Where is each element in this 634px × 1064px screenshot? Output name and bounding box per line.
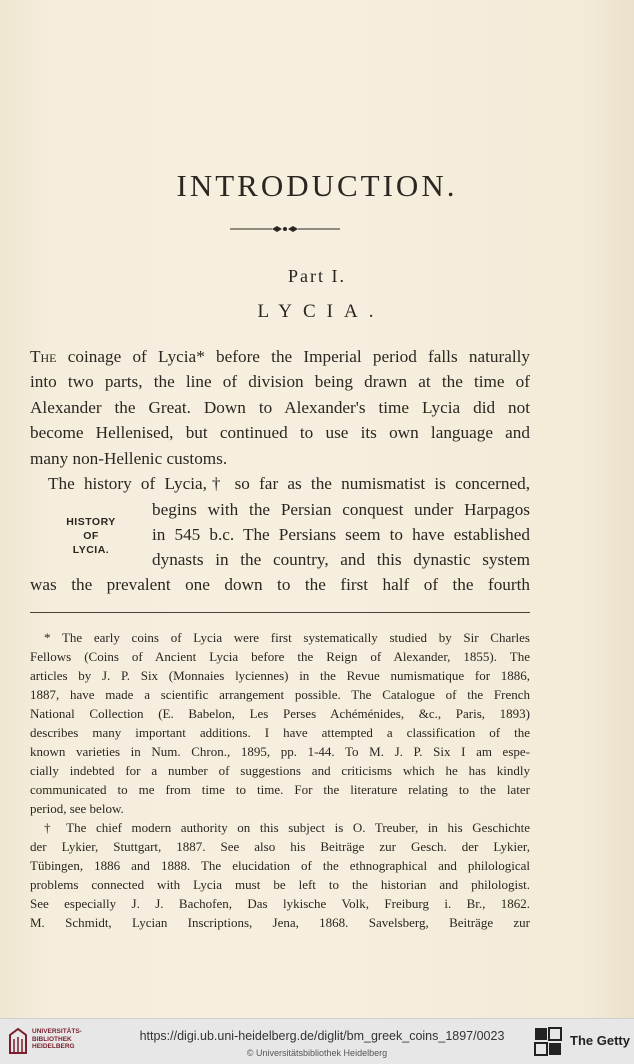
footnote-line: communicated to me from time to time. For the literature relating to the later (30, 782, 530, 797)
body-line: many non-Hellenic customs. (30, 449, 228, 468)
footnote-line: National Collection (E. Babelon, Les Perses Achéménides, &c., Paris, 1893) (30, 706, 530, 721)
page-title: INTRODUCTION. (176, 168, 458, 203)
footnote-line: cially indebted for a number of suggestions and criticisms which he has kindly (30, 763, 530, 778)
body-line: The coinage of Lycia* before the Imperial period falls naturally (30, 347, 530, 366)
body-line: begins with the Persian conquest under Harpagos (152, 500, 530, 519)
body-line: dynasts in the country, and this dynastic system (152, 550, 530, 569)
permalink-url[interactable]: https://digi.ub.uni-heidelberg.de/diglit/bm_greek_coins_1897/0023 (139, 1029, 505, 1043)
part-heading: Part I. (288, 266, 346, 286)
section-heading: LYCIA. (257, 301, 385, 322)
copyright-text: © Universitätsbibliothek Heidelberg (246, 1048, 388, 1058)
footnote-line: † The chief modern authority on this subject is O. Treuber, in his Geschichte (44, 820, 530, 835)
body-line: into two parts, the line of division being drawn at the time of (30, 372, 530, 391)
body-line: in 545 b.c. The Persians seem to have established (152, 525, 530, 544)
body-line: Alexander the Great. Down to Alexander's time Lycia did not (30, 398, 530, 417)
margin-note: HISTORY OF LYCIA. (66, 516, 116, 556)
footnote-line: known varieties in Num. Chron., 1895, pp. 1-44. To M. J. P. Six I am espe- (30, 744, 530, 759)
footnote-line: 1887, have made a scientific arrangement possible. The Catalogue of the French (30, 687, 530, 702)
partner-name[interactable]: The Getty (570, 1033, 630, 1048)
footnote-line: period, see below. (30, 801, 124, 816)
footnote-line: Tübingen, 1886 and 1888. The elucidation of the ethnographical and philological (30, 858, 530, 873)
body-line: was the prevalent one down to the first half of the fourth (30, 575, 530, 594)
viewer-footer (0, 1018, 634, 1064)
footnote-line: M. Schmidt, Lycian Inscriptions, Jena, 1868. Savelsberg, Beiträge zur (30, 915, 530, 930)
footnote-line: problems connected with Lycia must be left to the historian and philologist. (30, 877, 530, 892)
body-line: The history of Lycia,† so far as the numismatist is concerned, (48, 474, 530, 493)
footnote-line: der Lykier, Stuttgart, 1887. See also his Beiträge zur Gesch. der Lykier, (30, 839, 530, 854)
body-line: become Hellenised, but continued to use its own language and (30, 423, 530, 442)
ornament-divider (230, 224, 340, 234)
footnote-line: See especially J. J. Bachofen, Das lykische Volk, Freiburg i. Br., 1862. (30, 896, 530, 911)
library-name: UNIVERSITÄTS- BIBLIOTHEK HEIDELBERG (32, 1028, 82, 1050)
getty-logo-icon[interactable] (534, 1027, 562, 1057)
footnote-line: describes many important additions. I have attempted a classification of the (30, 725, 530, 740)
footnote-line: Fellows (Coins of Ancient Lycia before the Reign of Alexander, 1855). The (30, 649, 530, 664)
footnote-line: * The early coins of Lycia were first systematically studied by Sir Charles (44, 630, 530, 645)
footnote-line: articles by J. P. Six (Monnaies lyciennes) in the Revue numismatique for 1886, (30, 668, 530, 683)
footnote-rule (30, 612, 530, 613)
